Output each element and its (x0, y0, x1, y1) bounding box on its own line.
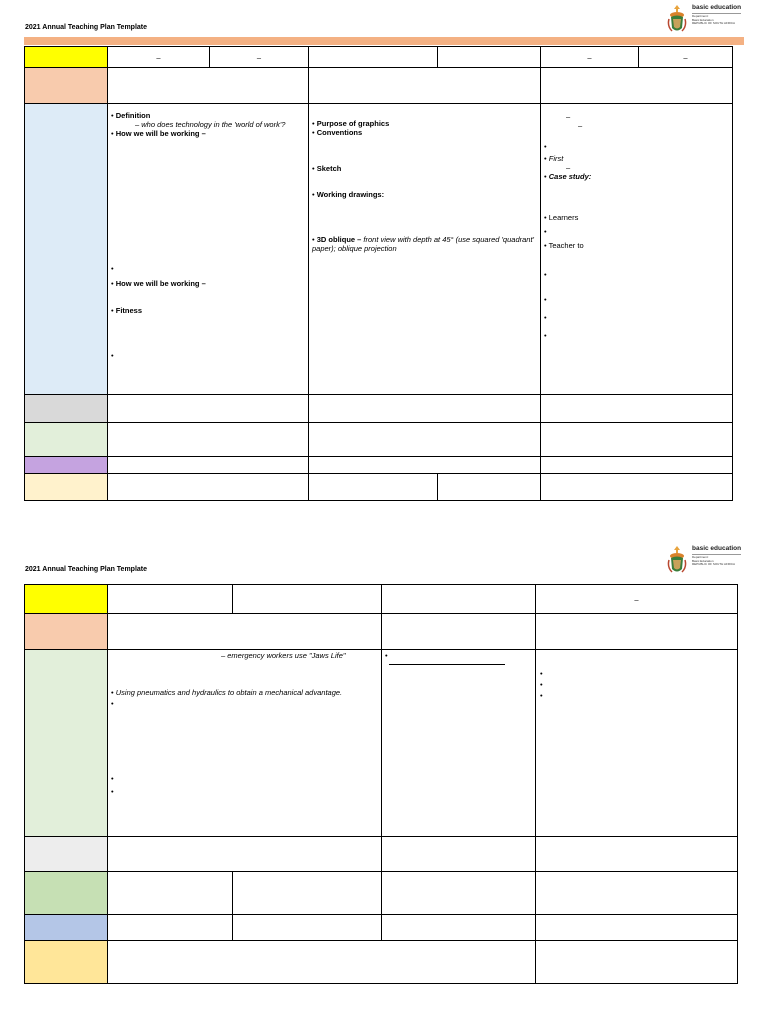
row-cell (108, 837, 382, 872)
logo-line: Department: (692, 555, 709, 559)
label-cell (25, 457, 108, 474)
week-cell (108, 585, 233, 614)
logo-line: Department: (692, 14, 709, 18)
label-cell (25, 837, 108, 872)
label-cell (25, 650, 108, 837)
coat-of-arms-icon (667, 4, 687, 34)
plan-table-2 (24, 584, 738, 984)
row-cell (536, 837, 738, 872)
week-cell (438, 47, 541, 68)
week-cell (233, 585, 382, 614)
row-cell (541, 423, 733, 457)
content-cell-systems: – emergency workers use "Jaws Life" • Using pneumatics and hydraulics to obtain a mechanical advantage. • • • (108, 650, 382, 837)
logo-line: Basic Education (692, 558, 714, 563)
content-cell-col4: • • • (536, 650, 738, 837)
label-cell (25, 941, 108, 984)
row-cell (309, 423, 541, 457)
label-cell (25, 423, 108, 457)
coat-of-arms-icon (667, 545, 687, 575)
logo-brand: basic education (692, 545, 741, 555)
label-cell (25, 872, 108, 915)
topic-cell (309, 68, 541, 104)
underline (389, 660, 505, 665)
week-cell: – (541, 47, 639, 68)
label-cell (25, 104, 108, 395)
content-cell-col3: • (382, 650, 536, 837)
row-cell (382, 837, 536, 872)
row-cell (309, 474, 438, 501)
row-cell (108, 872, 233, 915)
logo-line: REPUBLIC OF SOUTH AFRICA (692, 562, 736, 566)
row-cell (233, 915, 382, 941)
label-cell (25, 395, 108, 423)
row-cell (309, 457, 541, 474)
logo-line: Basic Education (692, 17, 714, 22)
row-cell (382, 872, 536, 915)
week-cell: – (210, 47, 309, 68)
row-cell (536, 941, 738, 984)
week-cell (382, 585, 536, 614)
row-cell (108, 395, 309, 423)
row-cell (541, 457, 733, 474)
content-cell-structures: • Definition – who does technology in the 'world of work'? • How we will be working – • • How we will be working – • Fitness • (108, 104, 309, 395)
topic-cell (541, 68, 733, 104)
department-logo (667, 545, 741, 575)
row-cell (108, 915, 233, 941)
row-cell (309, 395, 541, 423)
row-cell (108, 941, 536, 984)
topic-cell (108, 68, 309, 104)
row-cell (541, 395, 733, 423)
row-cell (233, 872, 382, 915)
row-cell (536, 872, 738, 915)
header-bar (24, 37, 744, 45)
content-cell-case-study: – – • • First – • Case study: • Learners • • Teacher to • • • • (541, 104, 733, 395)
topic-cell (382, 614, 536, 650)
row-cell (541, 474, 733, 501)
row-cell (438, 474, 541, 501)
logo-brand: basic education (692, 4, 741, 14)
week-cell: – (108, 47, 210, 68)
week-cell: – (536, 585, 738, 614)
content-cell-graphics: • Purpose of graphics • Conventions • Sketch • Working drawings: • 3D oblique – front view with depth at 45° (use squared 'quadrant' paper); oblique projection (309, 104, 541, 395)
label-cell (25, 585, 108, 614)
label-cell (25, 614, 108, 650)
row-cell (536, 915, 738, 941)
week-cell (309, 47, 438, 68)
logo-line: REPUBLIC OF SOUTH AFRICA (692, 21, 736, 25)
row-cell (382, 915, 536, 941)
label-cell (25, 47, 108, 68)
topic-cell (536, 614, 738, 650)
topic-cell (108, 614, 382, 650)
label-cell (25, 915, 108, 941)
row-cell (108, 474, 309, 501)
plan-table-1 (24, 46, 733, 501)
label-cell (25, 68, 108, 104)
week-cell: – (639, 47, 733, 68)
department-logo (667, 4, 741, 34)
page-title: 2021 Annual Teaching Plan Template (25, 24, 148, 31)
label-cell (25, 474, 108, 501)
page-title: 2021 Annual Teaching Plan Template (25, 566, 148, 573)
row-cell (108, 457, 309, 474)
row-cell (108, 423, 309, 457)
